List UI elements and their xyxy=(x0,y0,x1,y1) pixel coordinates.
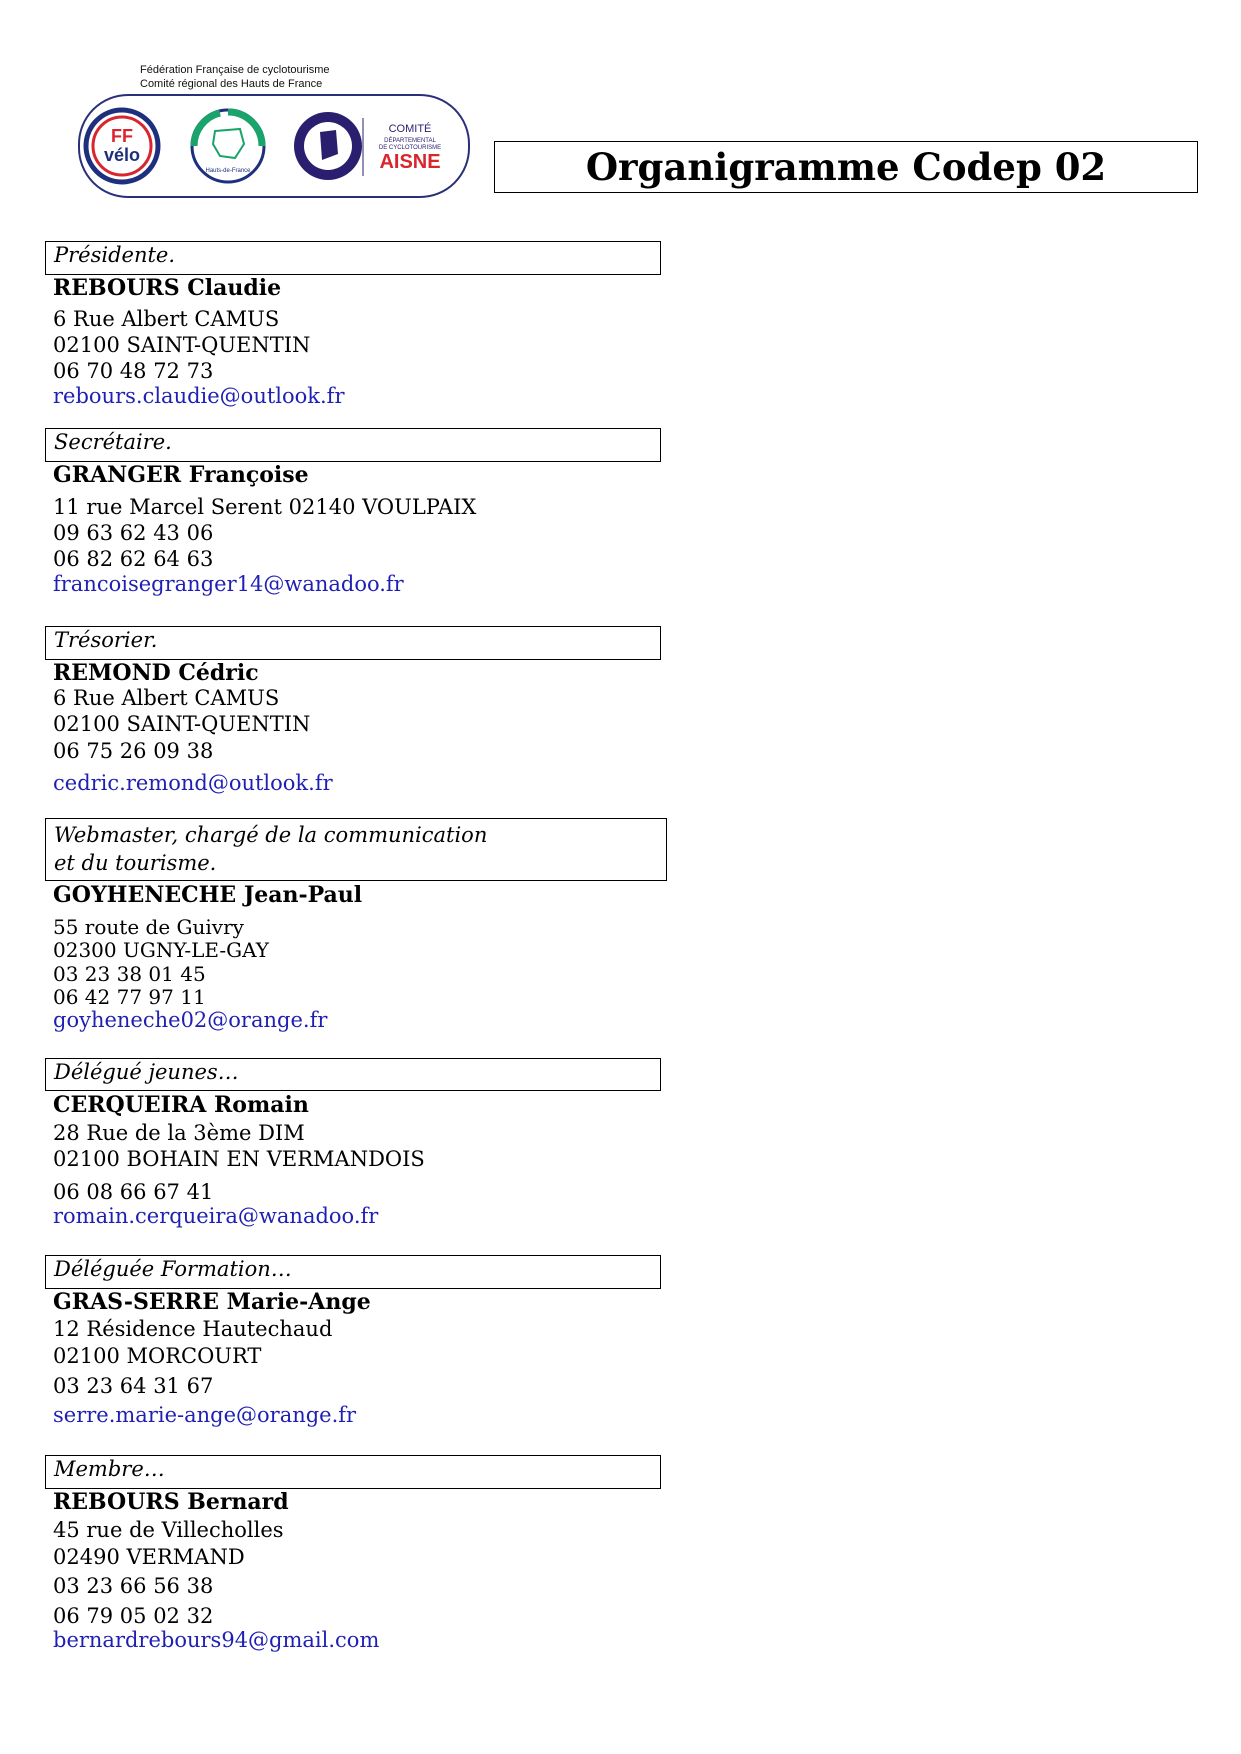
role-label: Trésorier. xyxy=(54,628,158,652)
address-line: 02100 BOHAIN EN VERMANDOIS xyxy=(53,1147,425,1171)
phone-line: 06 70 48 72 73 xyxy=(53,359,214,383)
phone-line: 06 75 26 09 38 xyxy=(53,739,214,763)
regional-committee-name: Comité régional des Hauts de France xyxy=(140,78,323,90)
role-label: Membre… xyxy=(54,1457,165,1481)
role-box xyxy=(45,626,661,660)
address-line: 02100 SAINT-QUENTIN xyxy=(53,712,311,736)
ffvelo-logo-text-velo: vélo xyxy=(103,145,141,165)
address-line: 02490 VERMAND xyxy=(53,1545,245,1569)
phone-line: 06 42 77 97 11 xyxy=(53,985,206,1009)
member-name: REBOURS Bernard xyxy=(53,1489,289,1515)
role-label: Présidente. xyxy=(54,243,176,267)
logo-banner xyxy=(78,94,470,198)
member-name: REMOND Cédric xyxy=(53,660,259,686)
role-label: Secrétaire. xyxy=(54,430,172,454)
member-name: GOYHENECHE Jean-Paul xyxy=(53,882,363,908)
title-box xyxy=(494,141,1198,193)
email-link[interactable]: cedric.remond@outlook.fr xyxy=(53,771,333,795)
comite-logo-text-4: AISNE xyxy=(379,151,441,173)
email-link[interactable]: francoisegranger14@wanadoo.fr xyxy=(53,572,404,596)
email-link[interactable]: serre.marie-ange@orange.fr xyxy=(53,1403,357,1427)
comite-logo-text-1: COMITÉ xyxy=(388,123,432,135)
role-label: Déléguée Formation… xyxy=(54,1257,292,1281)
address-line: 11 rue Marcel Serent 02140 VOULPAIX xyxy=(53,495,477,519)
logos-svg xyxy=(80,96,468,196)
address-line: 02100 SAINT-QUENTIN xyxy=(53,333,311,357)
federation-caption xyxy=(140,63,330,91)
role-box xyxy=(45,241,661,275)
comite-logo-text-3: DE CYCLOTOURISME xyxy=(378,145,442,151)
address-line: 02300 UGNY-LE-GAY xyxy=(53,938,269,962)
phone-line: 03 23 66 56 38 xyxy=(53,1574,214,1598)
role-box xyxy=(45,1255,661,1289)
member-name: REBOURS Claudie xyxy=(53,275,282,301)
email-link[interactable]: goyheneche02@orange.fr xyxy=(53,1008,328,1032)
role-box xyxy=(45,1058,661,1091)
phone-line: 03 23 64 31 67 xyxy=(53,1374,214,1398)
member-name: GRAS-SERRE Marie-Ange xyxy=(53,1289,371,1315)
address-line: 45 rue de Villecholles xyxy=(53,1518,284,1542)
address-line: 28 Rue de la 3ème DIM xyxy=(53,1121,305,1145)
ffvelo-logo-text-ff: FF xyxy=(111,126,133,146)
role-label-line-2: et du tourisme. xyxy=(54,851,217,875)
email-link[interactable]: romain.cerqueira@wanadoo.fr xyxy=(53,1204,379,1228)
comite-aisne-logo xyxy=(294,112,441,180)
role-box xyxy=(45,818,667,881)
hauts-de-france-logo xyxy=(192,110,264,182)
phone-line: 09 63 62 43 06 xyxy=(53,521,214,545)
phone-line: 03 23 38 01 45 xyxy=(53,962,206,986)
federation-name: Fédération Française de cyclotourisme xyxy=(140,64,330,76)
role-label-line-1: Webmaster, chargé de la communication xyxy=(54,823,488,847)
role-label: Délégué jeunes… xyxy=(54,1060,239,1084)
address-line: 6 Rue Albert CAMUS xyxy=(53,686,280,710)
comite-logo-text-2: DÉPARTEMENTAL xyxy=(384,138,436,144)
member-name: GRANGER Françoise xyxy=(53,462,309,488)
hauts-de-france-logo-text: Hauts-de-France xyxy=(205,168,251,174)
phone-line: 06 82 62 64 63 xyxy=(53,547,214,571)
address-line: 12 Résidence Hautechaud xyxy=(53,1317,333,1341)
email-link[interactable]: bernardrebours94@gmail.com xyxy=(53,1628,380,1652)
address-line: 55 route de Guivry xyxy=(53,915,244,939)
member-name: CERQUEIRA Romain xyxy=(53,1092,309,1118)
phone-line: 06 79 05 02 32 xyxy=(53,1604,214,1628)
role-box xyxy=(45,1455,661,1489)
email-link[interactable]: rebours.claudie@outlook.fr xyxy=(53,384,345,408)
address-line: 02100 MORCOURT xyxy=(53,1344,262,1368)
ffvelo-logo xyxy=(86,110,158,182)
address-line: 6 Rue Albert CAMUS xyxy=(53,307,280,331)
page-title: Organigramme Codep 02 xyxy=(585,145,1107,189)
phone-line: 06 08 66 67 41 xyxy=(53,1180,214,1204)
role-box xyxy=(45,428,661,462)
